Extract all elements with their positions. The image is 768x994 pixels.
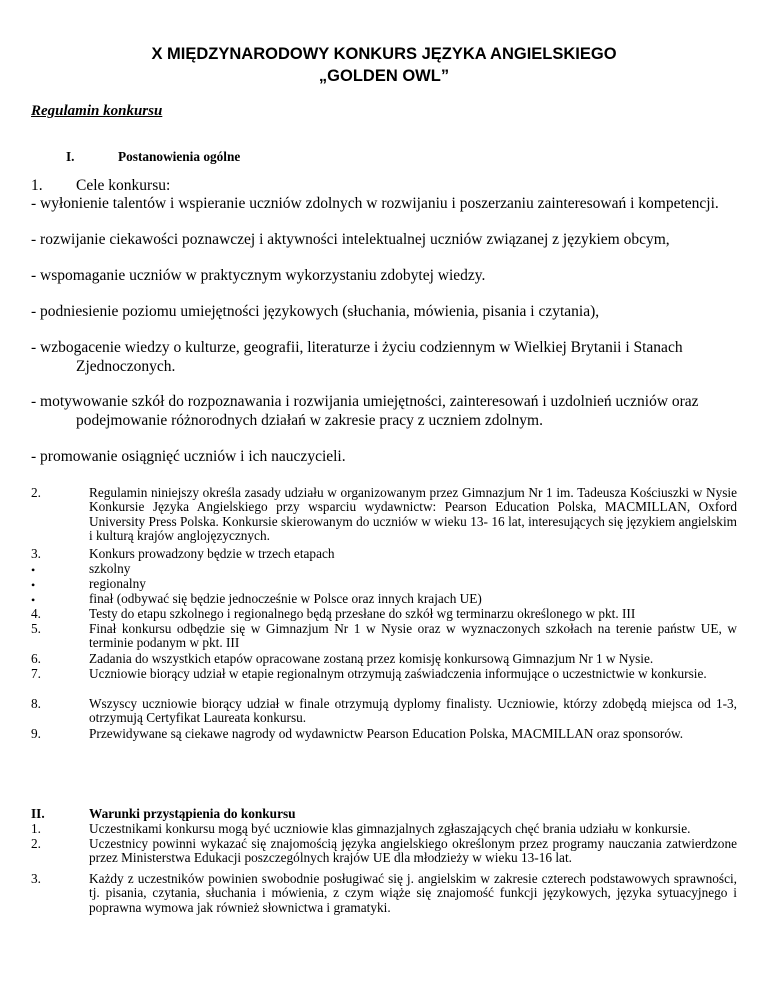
document-title-line1: X MIĘDZYNARODOWY KONKURS JĘZYKA ANGIELSKIEGO bbox=[151, 45, 617, 63]
list-number: 1. bbox=[31, 821, 41, 836]
list-item-text: Regulamin niniejszy określa zasady udziału w organizowanym przez Gimnazjum Nr 1 im. Tadeusza Kościuszki w Nysie Konkursie Języka Angielskiego przy wsparciu wydawnictw: Pearson Education Polska, MACMILLAN, Oxford University Press Polska. Konkursie skierowanym do uczniów w wieku 13- 16 lat, interesujących się językiem angielskim i kulturą krajów anglojęzycznych. bbox=[89, 485, 737, 544]
list-item-text: Zadania do wszystkich etapów opracowane zostaną przez komisję konkursową Gimnazjum Nr 1 w Nysie. bbox=[89, 651, 654, 666]
list-number: 9. bbox=[31, 726, 41, 741]
goal-item: - rozwijanie ciekawości poznawczej i aktywności intelektualnej uczniów związanej z językiem obcym, bbox=[31, 231, 670, 248]
list-item-text: szkolny bbox=[89, 561, 131, 576]
section-2-roman: II. bbox=[31, 806, 45, 821]
section-2-heading: Warunki przystąpienia do konkursu bbox=[89, 806, 296, 821]
goal-item: - wyłonienie talentów i wspieranie uczniów zdolnych w rozwijaniu i poszerzaniu zainteresowań i kompetencji. bbox=[31, 195, 719, 212]
section-1-heading: Postanowienia ogólne bbox=[118, 149, 241, 164]
list-item-text: Przewidywane są ciekawe nagrody od wydawnictw Pearson Education Polska, MACMILLAN oraz sponsorów. bbox=[89, 726, 684, 741]
list-item-text: finał (odbywać się będzie jednocześnie w Polsce oraz innych krajach UE) bbox=[89, 591, 482, 606]
list-item-text: Finał konkursu odbędzie się w Gimnazjum Nr 1 w Nysie oraz w wyznaczonych szkołach na terenie państw UE, w terminie podanym w pkt. III bbox=[89, 621, 737, 651]
list-item-text: Konkurs prowadzony będzie w trzech etapach bbox=[89, 546, 335, 561]
list-item-text: regionalny bbox=[89, 576, 146, 591]
goal-item: - wspomaganie uczniów w praktycznym wykorzystaniu zdobytej wiedzy. bbox=[31, 267, 486, 284]
list-item-text: Testy do etapu szkolnego i regionalnego będą przesłane do szkół wg terminarzu określonego w pkt. III bbox=[89, 606, 636, 621]
list-number: 5. bbox=[31, 621, 41, 636]
list-item-text: Uczniowie biorący udział w etapie regionalnym otrzymują zaświadczenia informujące o uczestnictwie w konkursie. bbox=[89, 666, 707, 681]
list-number: 8. bbox=[31, 696, 41, 711]
goal-item: - podniesienie poziomu umiejętności językowych (słuchania, mówienia, pisania i czytania), bbox=[31, 303, 600, 320]
document-subtitle: Regulamin konkursu bbox=[31, 103, 163, 119]
document-title-line2: „GOLDEN OWL” bbox=[318, 67, 450, 85]
goal-item-continuation: Zjednoczonych. bbox=[76, 358, 176, 375]
list-number: 6. bbox=[31, 651, 41, 666]
list-item-text: Uczestnicy powinni wykazać się znajomością języka angielskiego określonym przez programy nauczania zatwierdzone przez Ministerstwa Edukacji poszczególnych krajów UE dla młodzieży w wieku 13-16 lat. bbox=[89, 836, 737, 866]
list-number: 7. bbox=[31, 666, 41, 681]
list-number: 2. bbox=[31, 485, 41, 500]
list-item-text: Każdy z uczestników powinien swobodnie posługiwać się j. angielskim w zakresie czterech podstawowych sprawności, tj. pisania, czytania, słuchania i mówienia, z czym wiąże się znajomość funkcji językowych, języka sytuacyjnego i poprawna wymowa jak również słownictwa i gramatyki. bbox=[89, 871, 737, 915]
bullet-icon: • bbox=[31, 563, 36, 577]
section-1-roman: I. bbox=[66, 149, 75, 164]
bullet-icon: • bbox=[31, 593, 36, 607]
goal-label: Cele konkursu: bbox=[76, 177, 171, 194]
list-number: 3. bbox=[31, 546, 41, 561]
goal-item: - promowanie osiągnięć uczniów i ich nauczycieli. bbox=[31, 448, 346, 465]
list-item-text: Uczestnikami konkursu mogą być uczniowie klas gimnazjalnych zgłaszających chęć brania udziału w konkursie. bbox=[89, 821, 691, 836]
list-item-text: Wszyscy uczniowie biorący udział w finale otrzymują dyplomy finalisty. Uczniowie, którzy zdobędą miejsca od 1-3, otrzymują Certyfikat Laureata konkursu. bbox=[89, 696, 737, 726]
goal-item: - motywowanie szkół do rozpoznawania i rozwijania umiejętności, zainteresowań i uzdolnień uczniów oraz bbox=[31, 393, 699, 410]
goal-number: 1. bbox=[31, 177, 43, 194]
list-number: 2. bbox=[31, 836, 41, 851]
list-number: 3. bbox=[31, 871, 41, 886]
goal-item-continuation: podejmowanie różnorodnych działań w zakresie pracy z uczniem zdolnym. bbox=[76, 412, 543, 429]
list-number: 4. bbox=[31, 606, 41, 621]
goal-item: - wzbogacenie wiedzy o kulturze, geografii, literaturze i życiu codziennym w Wielkiej Brytanii i Stanach bbox=[31, 339, 683, 356]
bullet-icon: • bbox=[31, 578, 36, 592]
